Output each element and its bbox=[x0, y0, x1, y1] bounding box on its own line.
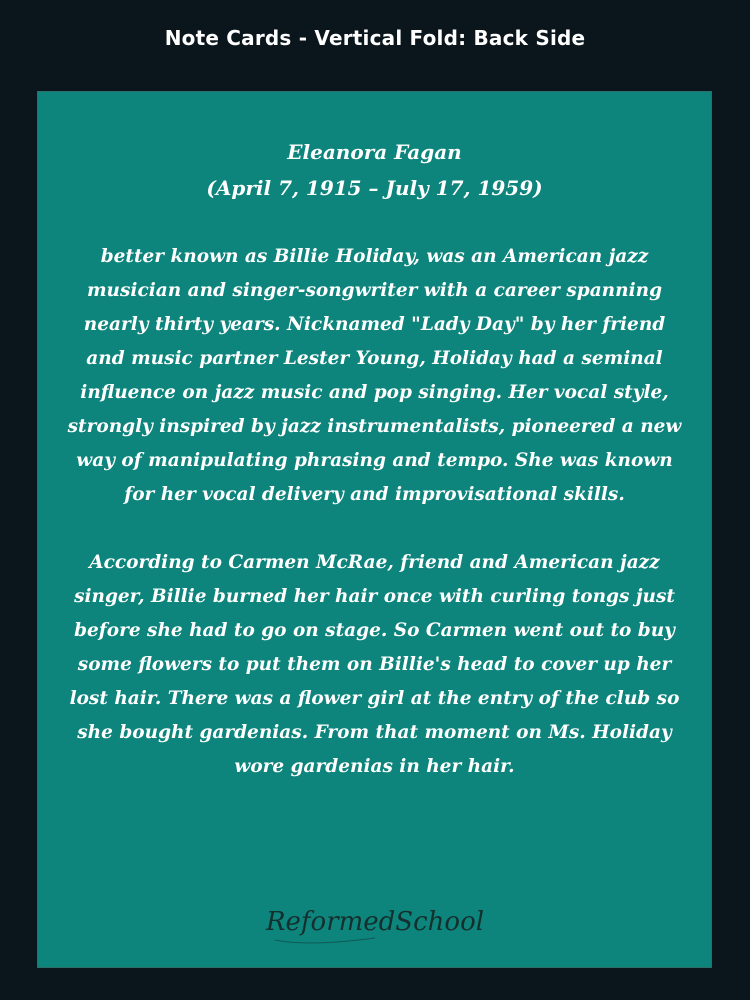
anecdote-paragraph: According to Carmen McRae, friend and American jazz singer, Billie burned her hair once with curling tongs just before she had to go on stage. So Carmen went out to buy some flowers to put them on Billie's head to cover up her lost hair. There was a flower girl at the entry of the club so she bought gardenias. From that moment on Ms. Holiday wore gardenias in her hair. bbox=[69, 552, 680, 777]
card-text bbox=[66, 134, 683, 784]
spacer bbox=[66, 512, 683, 546]
page-title: Note Cards - Vertical Fold: Back Side bbox=[164, 26, 586, 50]
signature-logo bbox=[38, 892, 711, 957]
card-heading-dates: (April 7, 1915 – July 17, 1959) bbox=[206, 176, 543, 200]
note-card-back bbox=[37, 91, 712, 968]
card-heading-name: Eleanora Fagan bbox=[287, 140, 462, 164]
bio-paragraph: better known as Billie Holiday, was an American jazz musician and singer-songwriter with a career spanning nearly thirty years. Nicknamed "Lady Day" by her friend and music partner Lester Young, Holiday had a seminal influence on jazz music and pop singing. Her vocal style, strongly inspired by jazz instrumentalists, pioneered a new way of manipulating phrasing and tempo. She was known for her vocal delivery and improvisational skills. bbox=[67, 246, 682, 505]
spacer bbox=[66, 206, 683, 240]
signature-svg bbox=[265, 892, 485, 952]
signature-text: ReformedSchool bbox=[265, 907, 484, 937]
